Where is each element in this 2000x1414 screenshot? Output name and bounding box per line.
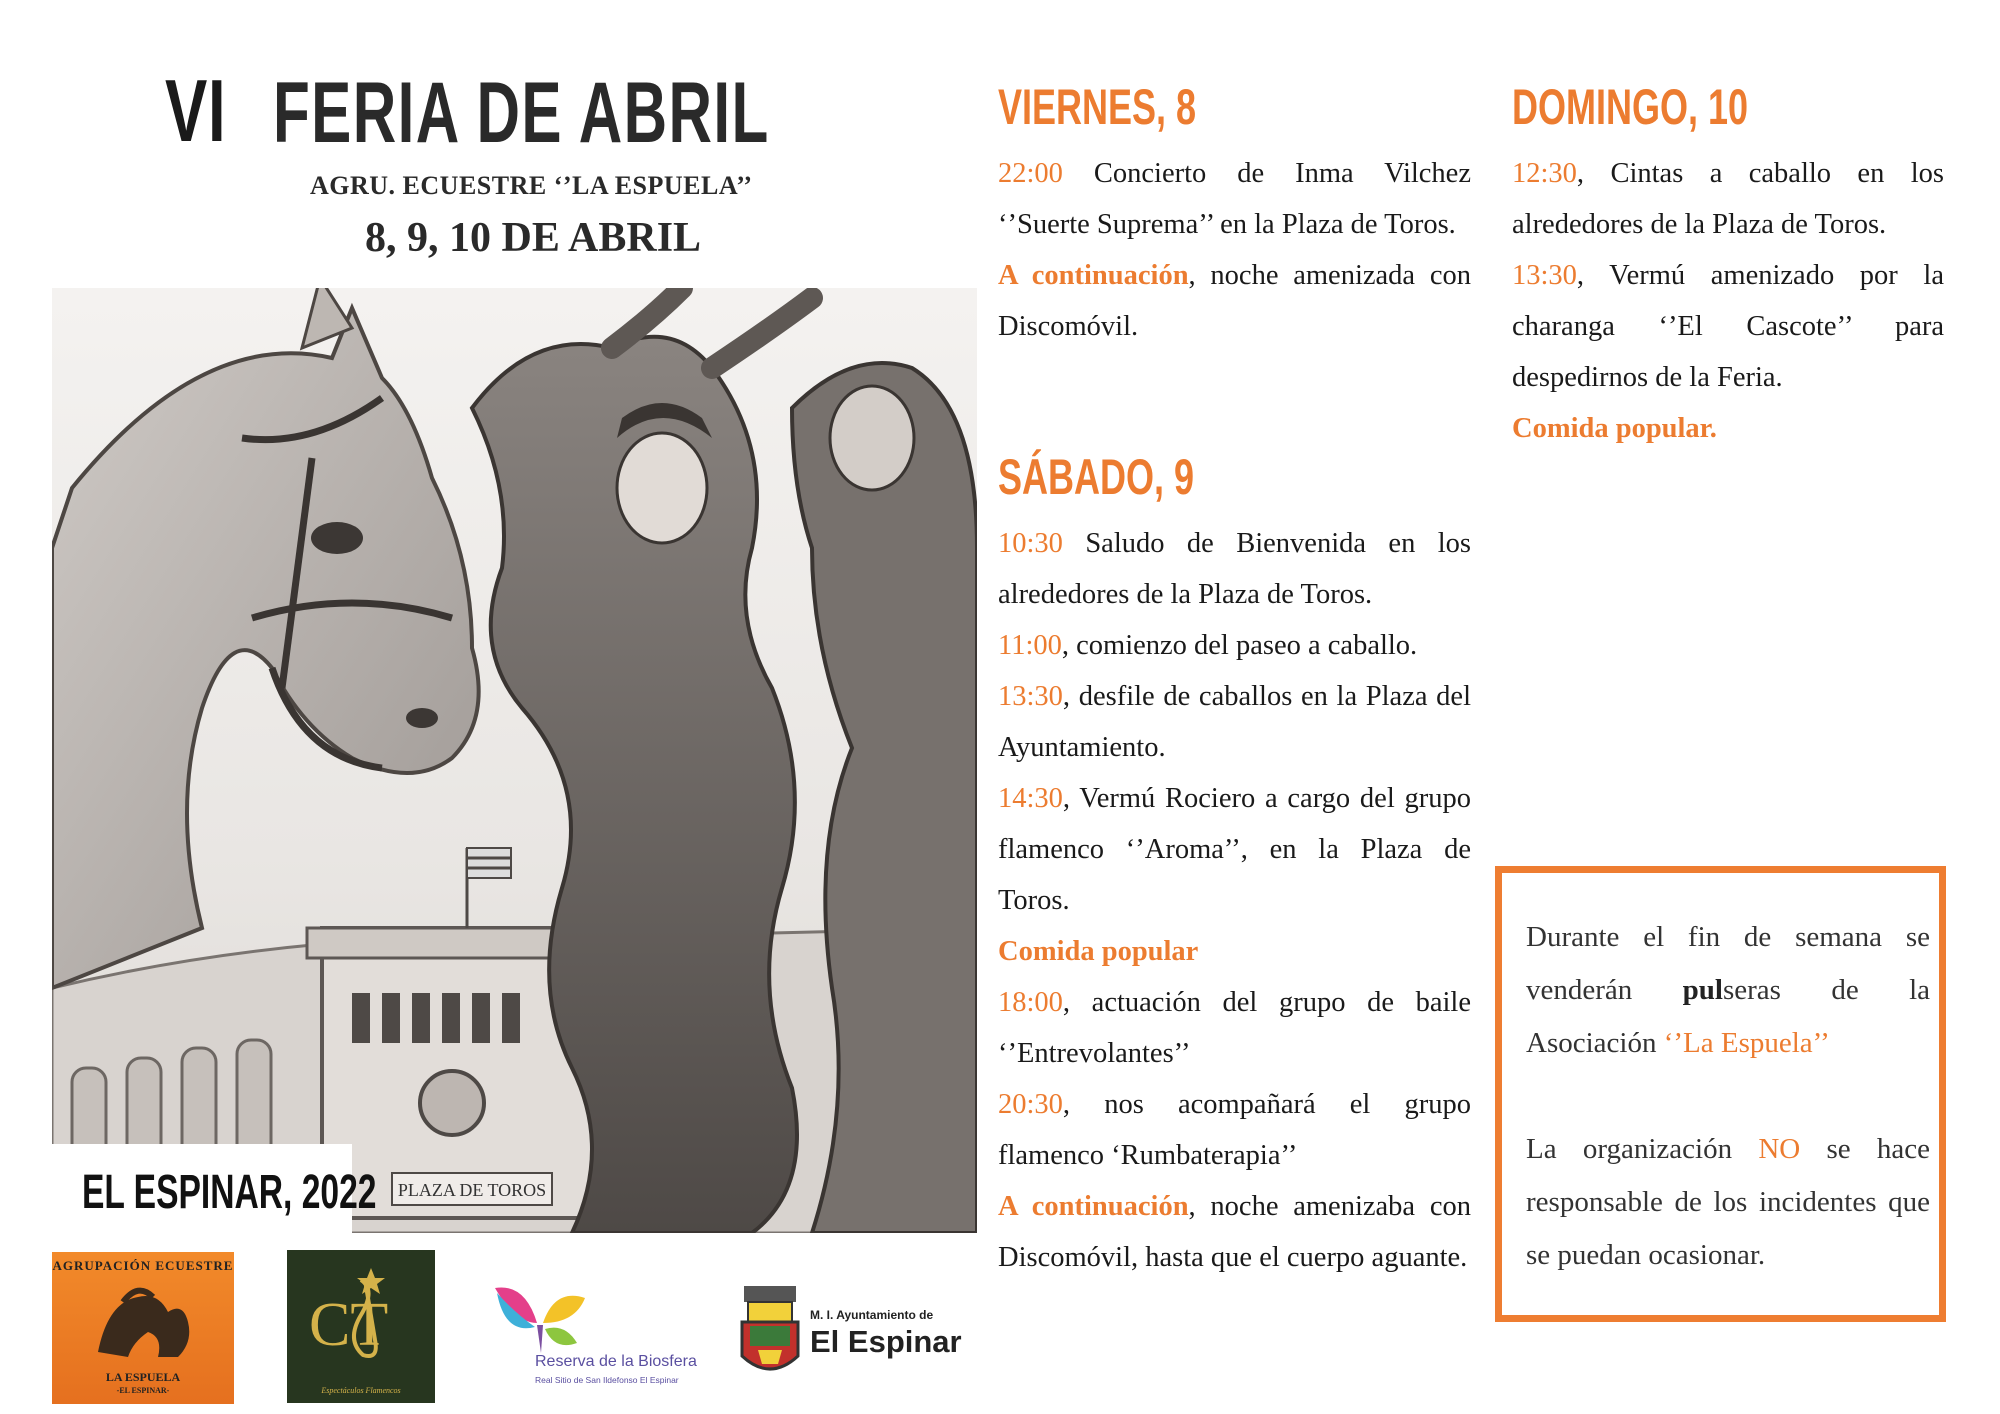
- entry-lead: Comida popular: [998, 936, 1199, 967]
- entry-time: 11:00: [998, 630, 1062, 661]
- logo-ayto-prefix: M. I. Ayuntamiento de: [810, 1308, 934, 1322]
- schedule-entry: [998, 250, 1471, 352]
- notice-text-part: seras de la Asociación: [1526, 974, 1930, 1059]
- entry-lead: A continuación: [998, 260, 1189, 291]
- entry-text: Concierto de Inma Vilchez ‘’Suerte Suprema’’ en la Plaza de Toros.: [998, 158, 1471, 240]
- horse-and-dancer-illustration: [52, 288, 977, 1233]
- logo-espuela-name: LA ESPUELA: [105, 1370, 181, 1384]
- logo-agrupacion-la-espuela: [52, 1252, 234, 1404]
- entry-time: 13:30: [1512, 260, 1577, 291]
- butterfly-icon: [485, 1283, 595, 1355]
- entry-time: 13:30: [998, 681, 1063, 712]
- notice-box: [1495, 866, 1946, 1322]
- notice-paragraph-disclaimer: [1526, 1123, 1930, 1282]
- logo-music-letters: CT: [309, 1291, 389, 1359]
- schedule-entry: [998, 148, 1471, 250]
- notice-paragraph-wristbands: [1526, 911, 1930, 1070]
- horses-icon: [88, 1282, 198, 1362]
- entry-time: 12:30: [1512, 158, 1577, 189]
- title-roman-numeral: VI: [165, 61, 227, 160]
- notice-text: [1526, 911, 1930, 1282]
- entry-text: Saludo de Bienvenida en los alrededores de la Plaza de Toros.: [998, 528, 1471, 610]
- entry-text: , Cintas a caballo en los alrededores de la Plaza de Toros.: [1512, 158, 1944, 240]
- notice-association-name: ‘’La Espuela’’: [1663, 1027, 1830, 1059]
- heading-sabado: SÁBADO, 9: [998, 449, 1195, 505]
- building-sign-text: PLAZA DE TOROS: [397, 1180, 547, 1200]
- entry-text: , Vermú amenizado por la charanga ‘’El Cascote’’ para despedirnos de la Feria.: [1512, 260, 1944, 393]
- heading-domingo: DOMINGO, 10: [1512, 79, 1749, 135]
- entry-text: , Vermú Rociero a cargo del grupo flamenco ‘’Aroma’’, en la Plaza de Toros.: [998, 783, 1471, 916]
- logo-ayto-name: El Espinar: [810, 1324, 962, 1359]
- notice-text-part: se hace responsable de los incidentes que se puedan ocasionar.: [1526, 1133, 1930, 1271]
- logo-reserva-biosfera: [485, 1283, 715, 1393]
- entry-text: , comienzo del paseo a caballo.: [1061, 630, 1418, 661]
- poster-title: [165, 60, 805, 170]
- notice-emphasis-no: NO: [1758, 1133, 1801, 1165]
- notice-bold-part: pul: [1682, 974, 1723, 1006]
- logo-ayuntamiento-el-espinar: [738, 1286, 962, 1382]
- poster-artwork: [52, 288, 977, 1233]
- schedule-entry: [998, 1181, 1471, 1283]
- schedule-entry: [998, 773, 1471, 926]
- entry-text: , desfile de caballos en la Plaza del Ayuntamiento.: [998, 681, 1471, 763]
- schedule-entry: [998, 620, 1471, 671]
- entry-time: 18:00: [998, 987, 1063, 1018]
- schedule-entry: [1512, 250, 1944, 403]
- schedule-entry: [998, 1079, 1471, 1181]
- paragraph-gap: [1526, 1070, 1930, 1123]
- entry-text: , actuación del grupo de baile ‘’Entrevolantes’’: [998, 987, 1471, 1069]
- logo-biosfera-subtitle: Real Sitio de San Ildefonso El Espinar: [535, 1375, 679, 1385]
- entry-text: , noche amenizada con Discomóvil.: [998, 260, 1471, 342]
- entry-text: , noche amenizaba con Discomóvil, hasta que el cuerpo aguante.: [998, 1191, 1471, 1273]
- location-year-caption: EL ESPINAR, 2022: [82, 1166, 377, 1219]
- sabado-entries: [998, 518, 1471, 1283]
- schedule-entry: [1512, 403, 1944, 454]
- organizer-subtitle: AGRU. ECUESTRE ‘’LA ESPUELA’’: [310, 171, 753, 200]
- event-dates: 8, 9, 10 DE ABRIL: [365, 215, 702, 261]
- notice-text-part: Durante el fin de semana se venderán: [1526, 921, 1930, 1006]
- logo-flamenco-group: [287, 1250, 435, 1403]
- domingo-entries: [1512, 148, 1944, 454]
- entry-time: 14:30: [998, 783, 1063, 814]
- logo-espuela-arc-text: AGRUPACIÓN ECUESTRE: [52, 1258, 234, 1273]
- schedule-entry: [998, 671, 1471, 773]
- viernes-entries: [998, 148, 1471, 352]
- schedule-entry: [1512, 148, 1944, 250]
- schedule-entry: [998, 977, 1471, 1079]
- logo-music-caption: Espectáculos Flamencos: [321, 1386, 401, 1395]
- entry-lead: Comida popular.: [1512, 413, 1717, 444]
- schedule-entry: [998, 926, 1471, 977]
- entry-time: 10:30: [998, 528, 1063, 559]
- coat-of-arms-icon: [738, 1286, 802, 1382]
- title-feria: FERIA DE ABRIL: [273, 65, 770, 161]
- treble-clef-icon: [301, 1260, 421, 1380]
- entry-time: 20:30: [998, 1089, 1063, 1120]
- notice-text-part: La organización: [1526, 1133, 1759, 1165]
- entry-lead: A continuación: [998, 1191, 1189, 1222]
- logo-biosfera-title: Reserva de la Biosfera: [535, 1353, 697, 1370]
- heading-viernes: VIERNES, 8: [998, 79, 1197, 135]
- entry-text: , nos acompañará el grupo flamenco ‘Rumbaterapia’’: [998, 1089, 1471, 1171]
- logo-espuela-place: -EL ESPINAR-: [116, 1386, 170, 1395]
- schedule-entry: [998, 518, 1471, 620]
- entry-time: 22:00: [998, 158, 1063, 189]
